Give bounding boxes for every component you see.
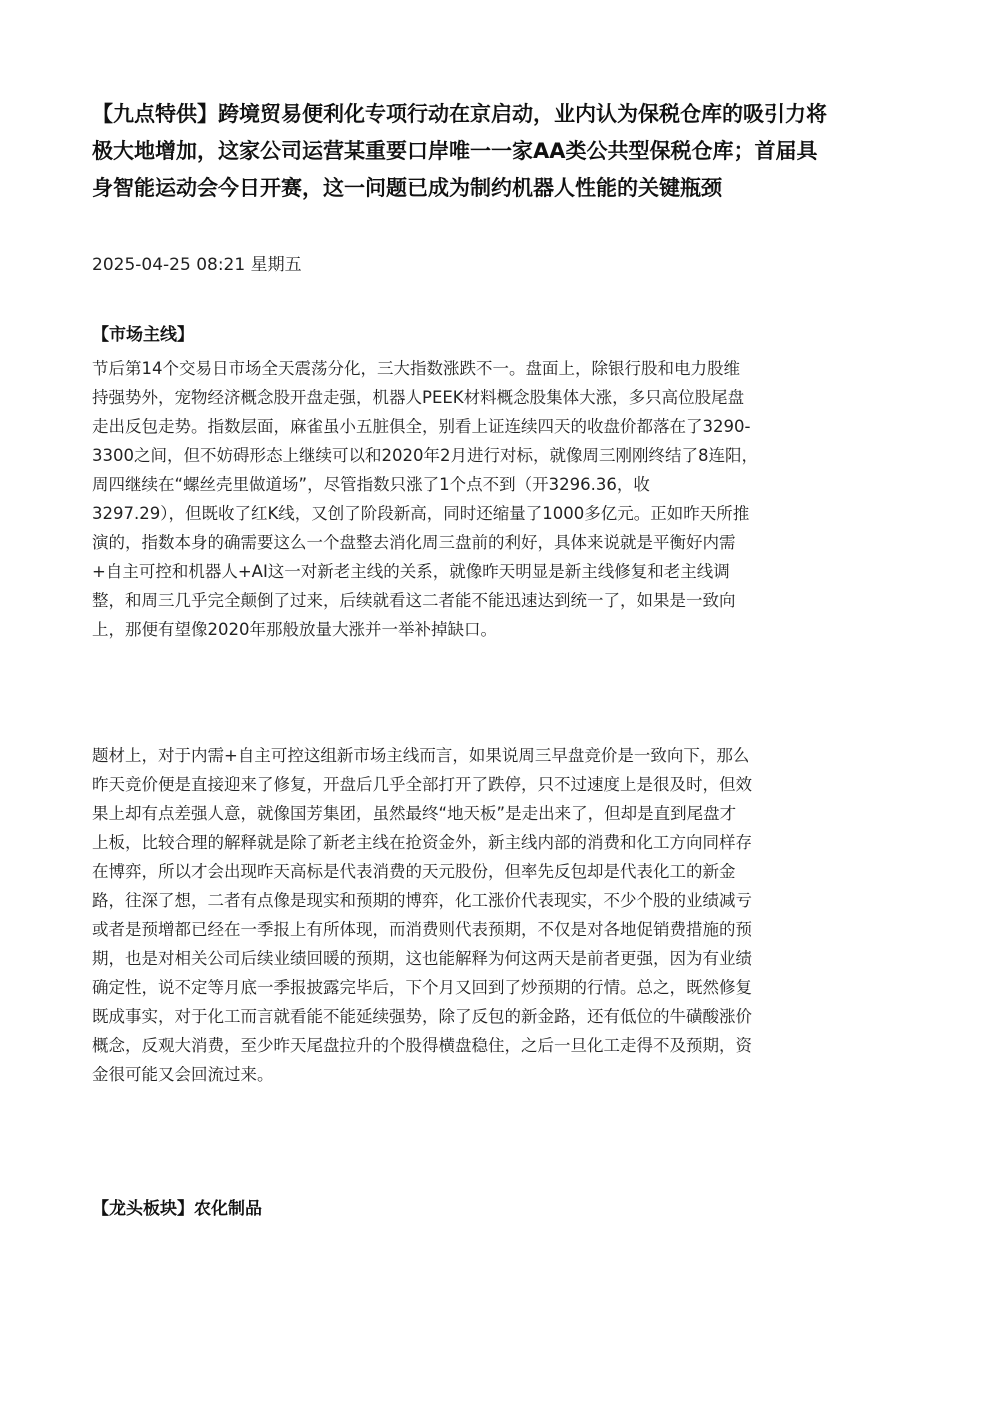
paragraph-line: 或者是预增都已经在一季报上有所体现，而消费则代表预期，不仅是对各地促销费措施的预 <box>92 920 752 939</box>
paragraph-line: 周四继续在“螺丝壳里做道场”，尽管指数只涨了1个点不到（开3296.36，收 <box>92 475 650 494</box>
publish-datetime: 2025-04-25 08:21 星期五 <box>92 255 302 275</box>
paragraph-line: 果上却有点差强人意，就像国芳集团，虽然最终“地天板”是走出来了，但却是直到尾盘才 <box>92 804 737 823</box>
paragraph-line: 既成事实，对于化工而言就看能不能延续强势，除了反包的新金路，还有低位的牛磺酸涨价 <box>92 1007 752 1026</box>
market-mainline-paragraph-2 <box>92 741 907 1089</box>
paragraph-line: 演的，指数本身的确需要这么一个盘整去消化周三盘前的利好，具体来说就是平衡好内需 <box>92 533 736 552</box>
paragraph-line: 路，往深了想，二者有点像是现实和预期的博弈，化工涨价代表现实，不少个股的业绩减亏 <box>92 891 752 910</box>
section-heading-market-mainline: 【市场主线】 <box>92 325 194 345</box>
paragraph-line: 昨天竞价便是直接迎来了修复，开盘后几乎全部打开了跌停，只不过速度上是很及时，但效 <box>92 775 752 794</box>
section-heading-leading-sector: 【龙头板块】农化制品 <box>92 1199 262 1219</box>
paragraph-line: 上板，比较合理的解释就是除了新老主线在抢资金外，新主线内部的消费和化工方向同样存 <box>92 833 752 852</box>
paragraph-line: +自主可控和机器人+AI这一对新老主线的关系，就像昨天明显是新主线修复和老主线调 <box>92 562 730 581</box>
title-line: 身智能运动会今日开赛，这一问题已成为制约机器人性能的关键瓶颈 <box>92 176 722 200</box>
paragraph-line: 题材上，对于内需+自主可控这组新市场主线而言，如果说周三早盘竞价是一致向下，那么 <box>92 746 750 765</box>
paragraph-line: 期，也是对相关公司后续业绩回暖的预期，这也能解释为何这两天是前者更强，因为有业绩 <box>92 949 752 968</box>
market-mainline-paragraph-1 <box>92 354 907 644</box>
title-line: 【九点特供】跨境贸易便利化专项行动在京启动，业内认为保税仓库的吸引力将 <box>92 102 827 126</box>
article-title <box>92 96 907 207</box>
paragraph-line: 3300之间，但不妨碍形态上继续可以和2020年2月进行对标，就像周三刚刚终结了8连阳， <box>92 446 758 465</box>
paragraph-line: 整，和周三几乎完全颠倒了过来，后续就看这二者能不能迅速达到统一了，如果是一致向 <box>92 591 736 610</box>
paragraph-line: 金很可能又会回流过来。 <box>92 1065 274 1084</box>
paragraph-line: 走出反包走势。指数层面，麻雀虽小五脏俱全，别看上证连续四天的收盘价都落在了3290- <box>92 417 751 436</box>
paragraph-line: 确定性，说不定等月底一季报披露完毕后，下个月又回到了炒预期的行情。总之，既然修复 <box>92 978 752 997</box>
title-line: 极大地增加，这家公司运营某重要口岸唯一一家AA类公共型保税仓库；首届具 <box>92 139 818 163</box>
paragraph-line: 在博弈，所以才会出现昨天高标是代表消费的天元股份，但率先反包却是代表化工的新金 <box>92 862 736 881</box>
paragraph-line: 节后第14个交易日市场全天震荡分化，三大指数涨跌不一。盘面上，除银行股和电力股维 <box>92 359 740 378</box>
paragraph-line: 持强势外，宠物经济概念股开盘走强，机器人PEEK材料概念股集体大涨，多只高位股尾盘 <box>92 388 745 407</box>
paragraph-line: 上，那便有望像2020年那般放量大涨并一举补掉缺口。 <box>92 620 497 639</box>
paragraph-line: 3297.29），但既收了红K线，又创了阶段新高，同时还缩量了1000多亿元。正如昨天所推 <box>92 504 750 523</box>
paragraph-line: 概念，反观大消费，至少昨天尾盘拉升的个股得横盘稳住，之后一旦化工走得不及预期，资 <box>92 1036 752 1055</box>
